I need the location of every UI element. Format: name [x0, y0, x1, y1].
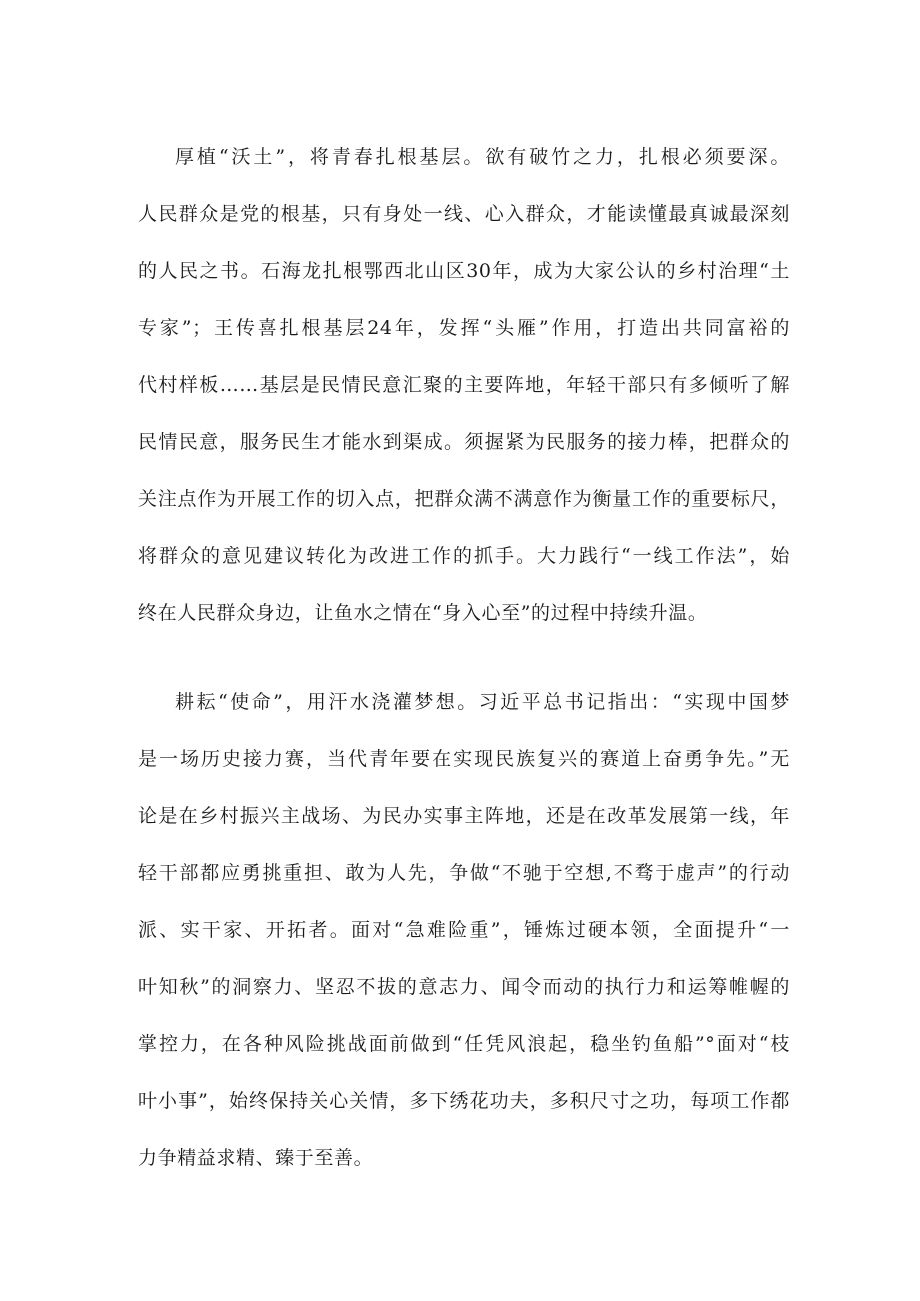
paragraph-line: 代村样板……基层是民情民意汇聚的主要阵地，年轻干部只有多倾听了解 — [138, 374, 790, 396]
paragraph-line: 轻干部都应勇挑重担、敢为人先，争做“不驰于空想,不骛于虚声”的行动 — [138, 862, 790, 884]
paragraph-line: 将群众的意见建议转化为改进工作的抓手。大力践行“一线工作法”，始 — [138, 545, 790, 567]
paragraph-line: 人民群众是党的根基，只有身处一线、心入群众，才能读懂最真诚最深刻 — [138, 203, 790, 225]
paragraph-line: 掌控力，在各种风险挑战面前做到“任凭风浪起，稳坐钓鱼船”°面对“枝 — [138, 1033, 790, 1055]
paragraph-line: 力争精益求精、臻于至善。 — [138, 1147, 374, 1169]
paragraph-line: 关注点作为开展工作的切入点，把群众满不满意作为衡量工作的重要标尺， — [138, 488, 790, 510]
paragraph-line: 派、实干家、开拓者。面对“急难险重”，锤炼过硬本领，全面提升“一 — [138, 919, 790, 941]
paragraph-line: 终在人民群众身边，让鱼水之情在“身入心至”的过程中持续升温。 — [138, 602, 708, 624]
paragraph-line: 叶小事”，始终保持关心关情，多下绣花功夫，多积尺寸之功，每项工作都 — [138, 1090, 790, 1112]
paragraph-line: 专家”；王传喜扎根基层24年，发挥“头雁”作用，打造出共同富裕的 — [138, 317, 790, 339]
paragraph-line: 厚植“沃土”，将青春扎根基层。欲有破竹之力，扎根必须要深。 — [175, 146, 790, 168]
paragraph-line: 是一场历史接力赛，当代青年要在实现民族复兴的赛道上奋勇争先。”无 — [138, 748, 790, 770]
paragraph-line: 耕耘“使命”，用汗水浇灌梦想。习近平总书记指出：“实现中国梦 — [175, 691, 790, 713]
paragraph-line: 的人民之书。石海龙扎根鄂西北山区30年，成为大家公认的乡村治理“土 — [138, 260, 790, 282]
paragraph-line: 论是在乡村振兴主战场、为民办实事主阵地，还是在改革发展第一线，年 — [138, 805, 790, 827]
paragraph-line: 民情民意，服务民生才能水到渠成。须握紧为民服务的接力棒，把群众的 — [138, 431, 790, 453]
paragraph-line: 叶知秋”的洞察力、坚忍不拔的意志力、闻令而动的执行力和运筹帷幄的 — [138, 976, 790, 998]
